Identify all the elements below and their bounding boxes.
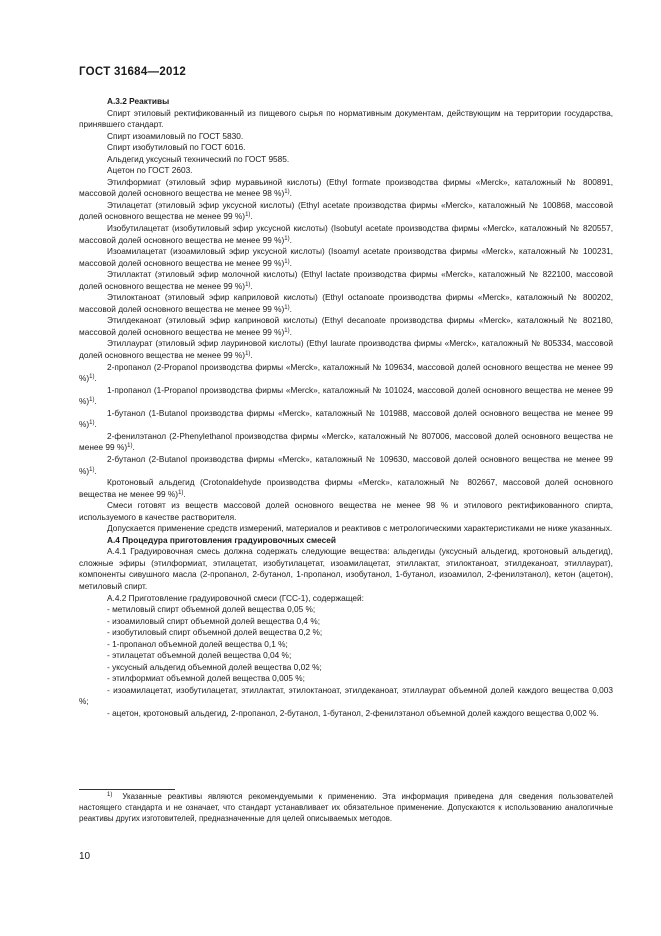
reagent-paragraph — [79, 385, 613, 408]
reagent-paragraph — [79, 177, 613, 200]
document-body — [79, 96, 613, 720]
reagent-text: Ацетон по ГОСТ 2603. — [107, 165, 193, 176]
reagent-paragraph — [79, 431, 613, 454]
section-heading-procedure: А.4 Процедура приготовления градуировочных смесей — [107, 534, 336, 545]
reagent-paragraph — [79, 315, 613, 338]
footnote-text: Указанные реактивы являются рекомендуемыми к применению. Эта информация приведена для сведения пользователей настоящего стандарта и не означает, что стандарт устанавливает их обязательное применение. Допускаются к использованию аналогичные реактивы других изготовителей, предназначенные для целей описываемых методов. — [79, 792, 613, 823]
footnote-ref: 1) — [89, 397, 95, 404]
reagent-paragraph — [79, 142, 613, 154]
page-header: ГОСТ 31684—2012 — [79, 66, 187, 78]
list-item: - 1-пропанол объемной долей вещества 0,1 %; — [107, 638, 288, 649]
footnote-ref: 1) — [89, 374, 95, 381]
reagents-list — [79, 108, 613, 535]
reagent-paragraph — [79, 338, 613, 361]
sentence-end: . — [183, 488, 186, 499]
sentence-end: . — [289, 188, 292, 199]
reagent-paragraph — [79, 292, 613, 315]
reagent-paragraph — [79, 477, 613, 500]
reagent-text: 2-фенилэтанол (2-Phenylethanol производства фирмы «Merck», каталожный № 807006, массовой долей основного вещества не менее 99 %) — [79, 430, 613, 453]
reagent-text: Спирт изоамиловый по ГОСТ 5830. — [107, 130, 244, 141]
reagent-text: Кротоновый альдегид (Crotonaldehyde производства фирмы «Merck», каталожный № 802667, массовой долей основного вещества не менее 99 %) — [79, 477, 613, 499]
sentence-end: . — [289, 326, 292, 337]
sentence-end: . — [289, 234, 292, 245]
list-item: - изоамиловый спирт объемной долей вещества 0,4 %; — [107, 615, 321, 626]
reagent-text: Этилдеканоат (этиловый эфир каприновой кислоты) (Ethyl decanoate производства фирмы «Merck», каталожный № 802180, массовой долей основного вещества не менее 99 %) — [79, 315, 613, 337]
list-item: - уксусный альдегид объемной долей вещества 0,02 %; — [107, 661, 322, 672]
paragraph-a41: А.4.1 Градуировочная смесь должна содержать следующие вещества: альдегиды (уксусный альдегид, кротоновый альдегид), сложные эфиры (этилформиат, этилацетат, изобутилацетат, изоамилацетат, этиллактат, этилоктаноат, этилдеканоат, этиллаурат), компоненты сивушного масла (2-пропанол, 2-бутанол, 1-пропанол, изобутанол, 1-бутанол, изоамилол, 2-фенилэтанол), кетон (ацетон), метиловый спирт. — [79, 546, 613, 591]
reagent-paragraph — [79, 500, 613, 523]
list-item: - ацетон, кротоновый альдегид, 2-пропанол, 2-бутанол, 1-бутанол, 2-фенилэтанол объемной долей каждого вещества 0,002 %. — [107, 707, 599, 718]
reagent-text: Этилоктаноат (этиловый эфир каприловой кислоты) (Ethyl octanoate производства фирмы «Merck», каталожный № 800202, массовой долей основного вещества не менее 99 %) — [79, 292, 613, 314]
reagent-paragraph — [79, 108, 613, 131]
footnote-ref: 1) — [284, 235, 290, 242]
reagent-paragraph — [79, 223, 613, 246]
list-item: - изобутиловый спирт объемной долей вещества 0,2 %; — [107, 627, 323, 638]
sentence-end: . — [94, 373, 97, 384]
sentence-end: . — [250, 280, 253, 291]
sentence-end: . — [132, 442, 135, 453]
footnote-ref: 1) — [284, 189, 290, 196]
footnote-ref: 1) — [245, 351, 251, 358]
section-heading-reagents: А.3.2 Реактивы — [107, 96, 170, 106]
reagent-paragraph — [79, 362, 613, 385]
reagent-text: Спирт изобутиловый по ГОСТ 6016. — [107, 142, 246, 153]
reagent-paragraph — [79, 523, 613, 535]
sentence-end: . — [289, 303, 292, 314]
list-item: - метиловый спирт объемной долей вещества 0,05 %; — [107, 604, 316, 615]
reagent-text: 2-бутанол (2-Butanol производства фирмы «Merck», каталожный № 109630, массовой долей основного вещества не менее 99 %) — [79, 453, 613, 476]
sentence-end: . — [289, 257, 292, 268]
footnote-ref: 1) — [127, 443, 133, 450]
footnote-ref: 1) — [89, 420, 95, 427]
reagent-text: 1-пропанол (1-Propanol производства фирмы «Merck», каталожный № 101024, массовой долей основного вещества не менее 99 %) — [79, 384, 613, 407]
reagent-paragraph — [79, 408, 613, 431]
footnote: 1) Указанные реактивы являются рекомендуемыми к применению. Эта информация приведена для сведения пользователей настоящего стандарта и не означает, что стандарт устанавливает их обязательное применение. Допускаются к использованию аналогичные реактивы других изготовителей, предназначенные для целей описываемых методов. — [79, 792, 613, 823]
sentence-end: . — [94, 465, 97, 476]
sentence-end: . — [94, 419, 97, 430]
paragraph-a42: А.4.2 Приготовление градуировочной смеси (ГСС-1), содержащей: — [107, 592, 364, 603]
mixture-components-list — [79, 604, 613, 719]
reagent-text: 1-бутанол (1-Butanol производства фирмы «Merck», каталожный № 101988, массовой долей основного вещества не менее 99 %) — [79, 407, 613, 430]
page-number: 10 — [79, 851, 91, 862]
reagent-text: Этиллактат (этиловый эфир молочной кислоты) (Ethyl lactate производства фирмы «Merck», каталожный № 822100, массовой долей основного вещества не менее 99 %) — [79, 269, 613, 291]
sentence-end: . — [250, 350, 253, 361]
reagent-text: Смеси готовят из веществ массовой долей основного вещества не менее 98 % и этилового ректификованного спирта, используемого в качестве растворителя. — [79, 500, 613, 522]
reagent-text: Альдегид уксусный технический по ГОСТ 9585. — [107, 153, 290, 164]
footnote-divider — [79, 789, 175, 790]
list-item: - этилацетат объемной долей вещества 0,04 %; — [107, 650, 292, 661]
list-item: - изоамилацетат, изобутилацетат, этиллактат, этилоктаноат, этилдеканоат, этиллаурат объемной долей каждого вещества 0,003 %; — [79, 684, 613, 707]
sentence-end: . — [250, 211, 253, 222]
reagent-text: Изоамилацетат (изоамиловый эфир уксусной кислоты) (Isoamyl acetate производства фирмы «Merck», каталожный № 100231, массовой долей основного вещества не менее 99 %) — [79, 246, 613, 268]
reagent-text: 2-пропанол (2-Propanol производства фирмы «Merck», каталожный № 109634, массовой долей основного вещества не менее 99 %) — [79, 361, 613, 384]
footnote-ref: 1) — [284, 258, 290, 265]
reagent-paragraph — [79, 246, 613, 269]
reagent-paragraph — [79, 269, 613, 292]
reagent-text: Изобутилацетат (изобутиловый эфир уксусной кислоты) (Isobutyl acetate производства фирмы «Merck», каталожный № 820557, массовой долей основного вещества не менее 99 %) — [79, 223, 613, 245]
footnote-ref: 1) — [178, 489, 184, 496]
footnote-ref: 1) — [89, 466, 95, 473]
footnote-ref: 1) — [284, 304, 290, 311]
reagent-text: Этилформиат (этиловый эфир муравьиной кислоты) (Ethyl formate производства фирмы «Merck», каталожный № 800891, массовой долей основного вещества не менее 98 %) — [79, 176, 613, 199]
reagent-paragraph — [79, 165, 613, 177]
reagent-text: Этилацетат (этиловый эфир уксусной кислоты) (Ethyl acetate производства фирмы «Merck», каталожный № 100868, массовой долей основного вещества не менее 99 %) — [79, 199, 613, 222]
footnote-ref: 1) — [284, 327, 290, 334]
reagent-text: Спирт этиловый ректификованный из пищевого сырья по нормативным документам, действующим на территории государства, принявшего стандарт. — [79, 107, 613, 130]
reagent-text: Этиллаурат (этиловый эфир лауриновой кислоты) (Ethyl laurate производства фирмы «Merck», каталожный № 805334, массовой долей основного вещества не менее 99 %) — [79, 338, 613, 361]
reagent-paragraph — [79, 454, 613, 477]
footnote-ref: 1) — [245, 281, 251, 288]
reagent-paragraph — [79, 200, 613, 223]
reagent-paragraph — [79, 154, 613, 166]
sentence-end: . — [94, 396, 97, 407]
reagent-paragraph — [79, 131, 613, 143]
reagent-text: Допускается применение средств измерений, материалов и реактивов с метрологическими характеристиками не ниже указанных. — [107, 523, 613, 534]
list-item: - этилформиат объемной долей вещества 0,005 %; — [107, 673, 305, 684]
footnote-ref: 1) — [245, 212, 251, 219]
